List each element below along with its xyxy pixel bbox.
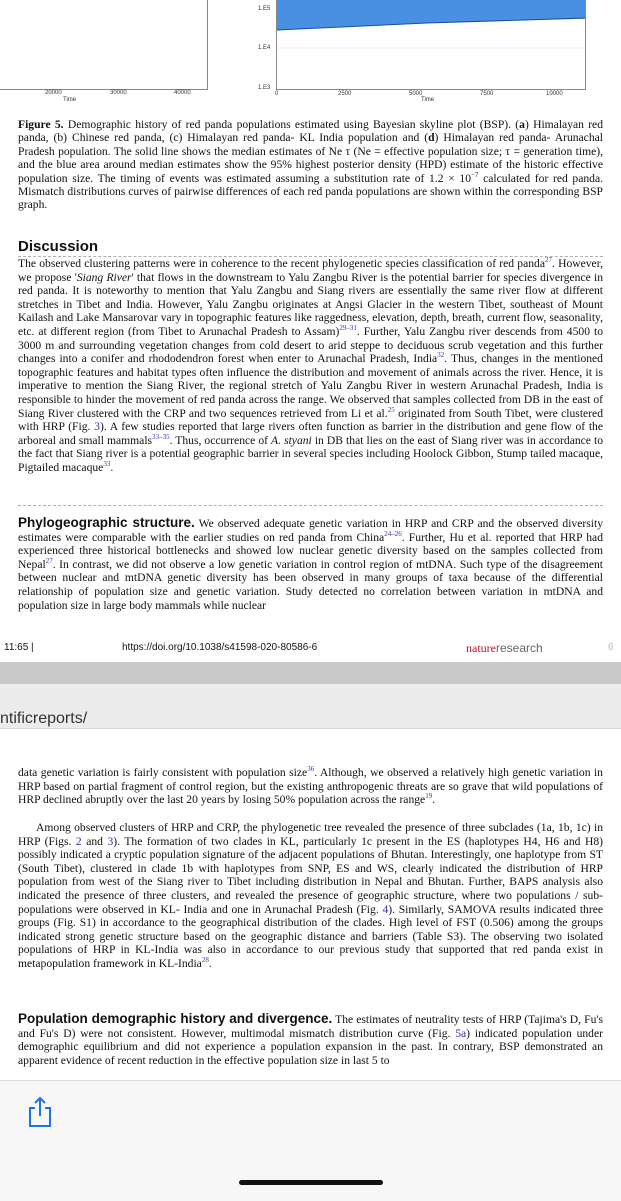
phylogeographic-paragraph: Phylogeographic structure. We observed adequate genetic variation in HRP and CRP and the observed diversity estimates were comparable with the earlier studies on red panda from China$^{24-26}$. Further, Hu et al. reported that HRP had experienced three historical bottlenecks and showed low nuclear genetic diversity based on the samples collected from Nepal$^{27}$. In contrast, we did not observe a low genetic variation in control region of mtDNA. Such type of the disagreement between nuclear and mtDNA genetic diversity has been observed in many groups of taxa because of the differential relationship of population size and genetic variation. Study detected no correlation between variation in mtDNA and population size in large body mammals while nuclear [18, 515, 603, 612]
x-tick: 40000 [174, 90, 191, 96]
discussion-heading: Discussion [18, 238, 99, 255]
y-tick: 1.E4 [258, 45, 271, 51]
doi-link[interactable]: https://doi.org/10.1038/s41598-020-80586-6 [122, 642, 318, 653]
citation-link[interactable]: 32 [437, 351, 445, 360]
x-tick: 7500 [480, 91, 494, 97]
citation-link[interactable]: 19 [425, 792, 433, 801]
section-heading: Population demographic history and divergence. [18, 1012, 333, 1026]
y-tick: 1.E5 [258, 6, 271, 12]
citation-link[interactable]: 29–31 [339, 324, 357, 333]
x-axis-title: Time [421, 97, 435, 103]
caption-label: Figure 5. [18, 118, 64, 131]
section-heading: Phylogeographic structure. [18, 515, 195, 530]
figure-link[interactable]: 2 [75, 834, 82, 848]
page-header-strip [0, 684, 621, 729]
page-gap [0, 662, 621, 684]
page-number: 6 [608, 642, 614, 653]
citation-link[interactable]: 28 [201, 956, 209, 965]
figure-link[interactable]: 3 [94, 420, 100, 434]
x-tick: 30000 [110, 90, 127, 96]
x-axis-title: Time [63, 97, 77, 103]
journal-name: ntificreports/ [0, 710, 88, 727]
figure-link[interactable]: 5a [455, 1026, 467, 1040]
figure-link[interactable]: 3 [107, 834, 114, 848]
citation-link[interactable]: 36 [307, 765, 315, 774]
bsp-plot-left [0, 0, 208, 90]
publisher-logo: natureresearch [466, 641, 543, 655]
y-tick: 1.E3 [258, 85, 271, 91]
population-paragraph: Population demographic history and divergence. The estimates of neutrality tests of HRP (Tajima's D, Fu's and Fu's D) were not consistent. However, multimodal mismatch distribution curve (Fig. 5a) indicated population under demographic equilibrium and did not experience a population expansion in the past. In contrary, BSP demonstrated an apparent evidence of recent reduction in the effective population size in last 5 to [18, 1012, 603, 1067]
x-tick: 20000 [45, 90, 62, 96]
figure-link[interactable]: 4 [382, 902, 389, 916]
citation-link[interactable]: 24–26 [384, 529, 402, 538]
bsp-plot-right [276, 0, 586, 90]
page-footer [0, 642, 621, 656]
x-tick: 5000 [409, 91, 423, 97]
page2-paragraph-1: data genetic variation is fairly consistent with population size$^{36}$. Although, we observed a relatively high genetic variation in HRP based on partial fragment of control region, but the existing anthropogenic threats are so grave that wild populations of HRP declined abruptly over the last 20 years by losing 50% population across the range$^{19}$. [18, 765, 603, 807]
citation-link[interactable]: 33 [103, 460, 111, 469]
discussion-paragraph: The observed clustering patterns were in coherence to the recent phylogenetic species classification of red panda$^{27}$. However, we propose 'Siang River' that flows in the downstream to Yalu Zangbu River is the potential barrier for species divergence in red panda. It is noteworthy to mention that Yalu Zangbu and Siang rivers are essentially the same river flow at different stretches in Tibet and India. However, Yalu Zangbu originates at Angsi Glacier in the western Tibet, southeast of Mount Kailash and Lake Mansarovar vary in topographic features like raggedness, elevation, depth, breath, current flow, seasonality, etc. at different region (from Tibet to Arunachal Pradesh to Assam)$^{29-31}$. Further, Yalu Zangbu river descends from 4500 to 3000 m and surrounding vegetation changes from cold desert to arid steppe to deciduous scrub vegetation and this further changes into a conifer and rhododendron forest when enter to Arunachal Pradesh, India$^{32}$. Thus, changes in the mentioned topographic features and habitat types often influence the distribution and movement of animals across the river. Hence, it is imperative to mention the Siang River, the regional stretch of Yalu Zangbu River in western Arunachal Pradesh, India is responsible to hinder the movement of red panda across the range. We observed that samples collected from DB in the east of Siang River clustered with the CRP and two sequences retrieved from Li et al.$^{25}$ originated from South Tibet, were clustered with HRP (Fig. 3). A few studies reported that large rivers often function as barrier in the distribution and gene flow of the arboreal and small mammals$^{33-35}$. Thus, occurrence of A. styani in DB that lies on the east of Siang river was in accordance to the fact that Siang river is a potential geographic barrier in several species including Hoolock Gibbon, Stump tailed macaque, Pigtailed macaque$^{33}$. [18, 256, 604, 474]
x-tick: 0 [275, 91, 279, 97]
footer-volume: 11:65 | [4, 642, 34, 653]
citation-link[interactable]: 27 [544, 256, 552, 265]
bsp-area-chart [277, 0, 586, 90]
x-tick: 10000 [546, 91, 563, 97]
home-indicator[interactable] [239, 1180, 383, 1185]
page2-paragraph-2: Among observed clusters of HRP and CRP, the phylogenetic tree revealed the presence of three subclades (1a, 1b, 1c) in HRP (Figs. 2 and 3). The formation of two clades in KL, particularly 1c present in the ES (haplotypes H4, H6 and H8) possibly indicated a cryptic population signature of the adjacent populations of Bhutan. Interestingly, one haplotype from ST (South Tibet), clustered in clade 1b with haplotypes from SNP, ES and WS, clearly indicated the distribution of HRP population from west of the Siang river to Tibet including distribution in Nepal and Bhutan. Further, BAPS analysis also indicated the presence of three clusters, and revealed the presence of geographic structure, where two populations / sub-populations were observed in KL- India and one in Arunachal Pradesh (Fig. 4). Similarly, SAMOVA results indicated three groups (Fig. S1) in accordance to the geographical distribution of the clades. High level of FST (0.506) among the groups indicated strong genetic structure based on the geographic distance and barriers (Table S3). The observing two isolated populations of HRP in KL-India was also in accordance to our previous study that supported that red panda exist in metapopulation framework in KL-India$^{28}$. [18, 821, 603, 970]
citation-link[interactable]: 33–35 [152, 432, 170, 441]
section-divider [18, 505, 603, 506]
citation-link[interactable]: 25 [387, 405, 395, 414]
share-icon[interactable] [26, 1096, 54, 1128]
x-tick: 2500 [338, 91, 352, 97]
figure-caption: Figure 5. Demographic history of red panda populations estimated using Bayesian skyline plot (BSP). (a) Himalayan red panda, (b) Chinese red panda, (c) Himalayan red panda- KL India population and (d) Himalayan red panda- Arunachal Pradesh population. The solid line shows the median estimates of Ne τ (Ne = effective population size; τ = generation time), and the blue area around median estimates show the 95% highest posterior density (HPD) estimate of the historic effective population size. The timing of events was estimated assuming a substitution rate of $1.2 \times 10^{-7}$ calculated for red panda. Mismatch distributions curves of pairwise differences of each red panda populations are shown within the corresponding BSP graph. [18, 118, 604, 212]
hpd-area [277, 0, 586, 30]
citation-link[interactable]: 27 [45, 556, 53, 565]
